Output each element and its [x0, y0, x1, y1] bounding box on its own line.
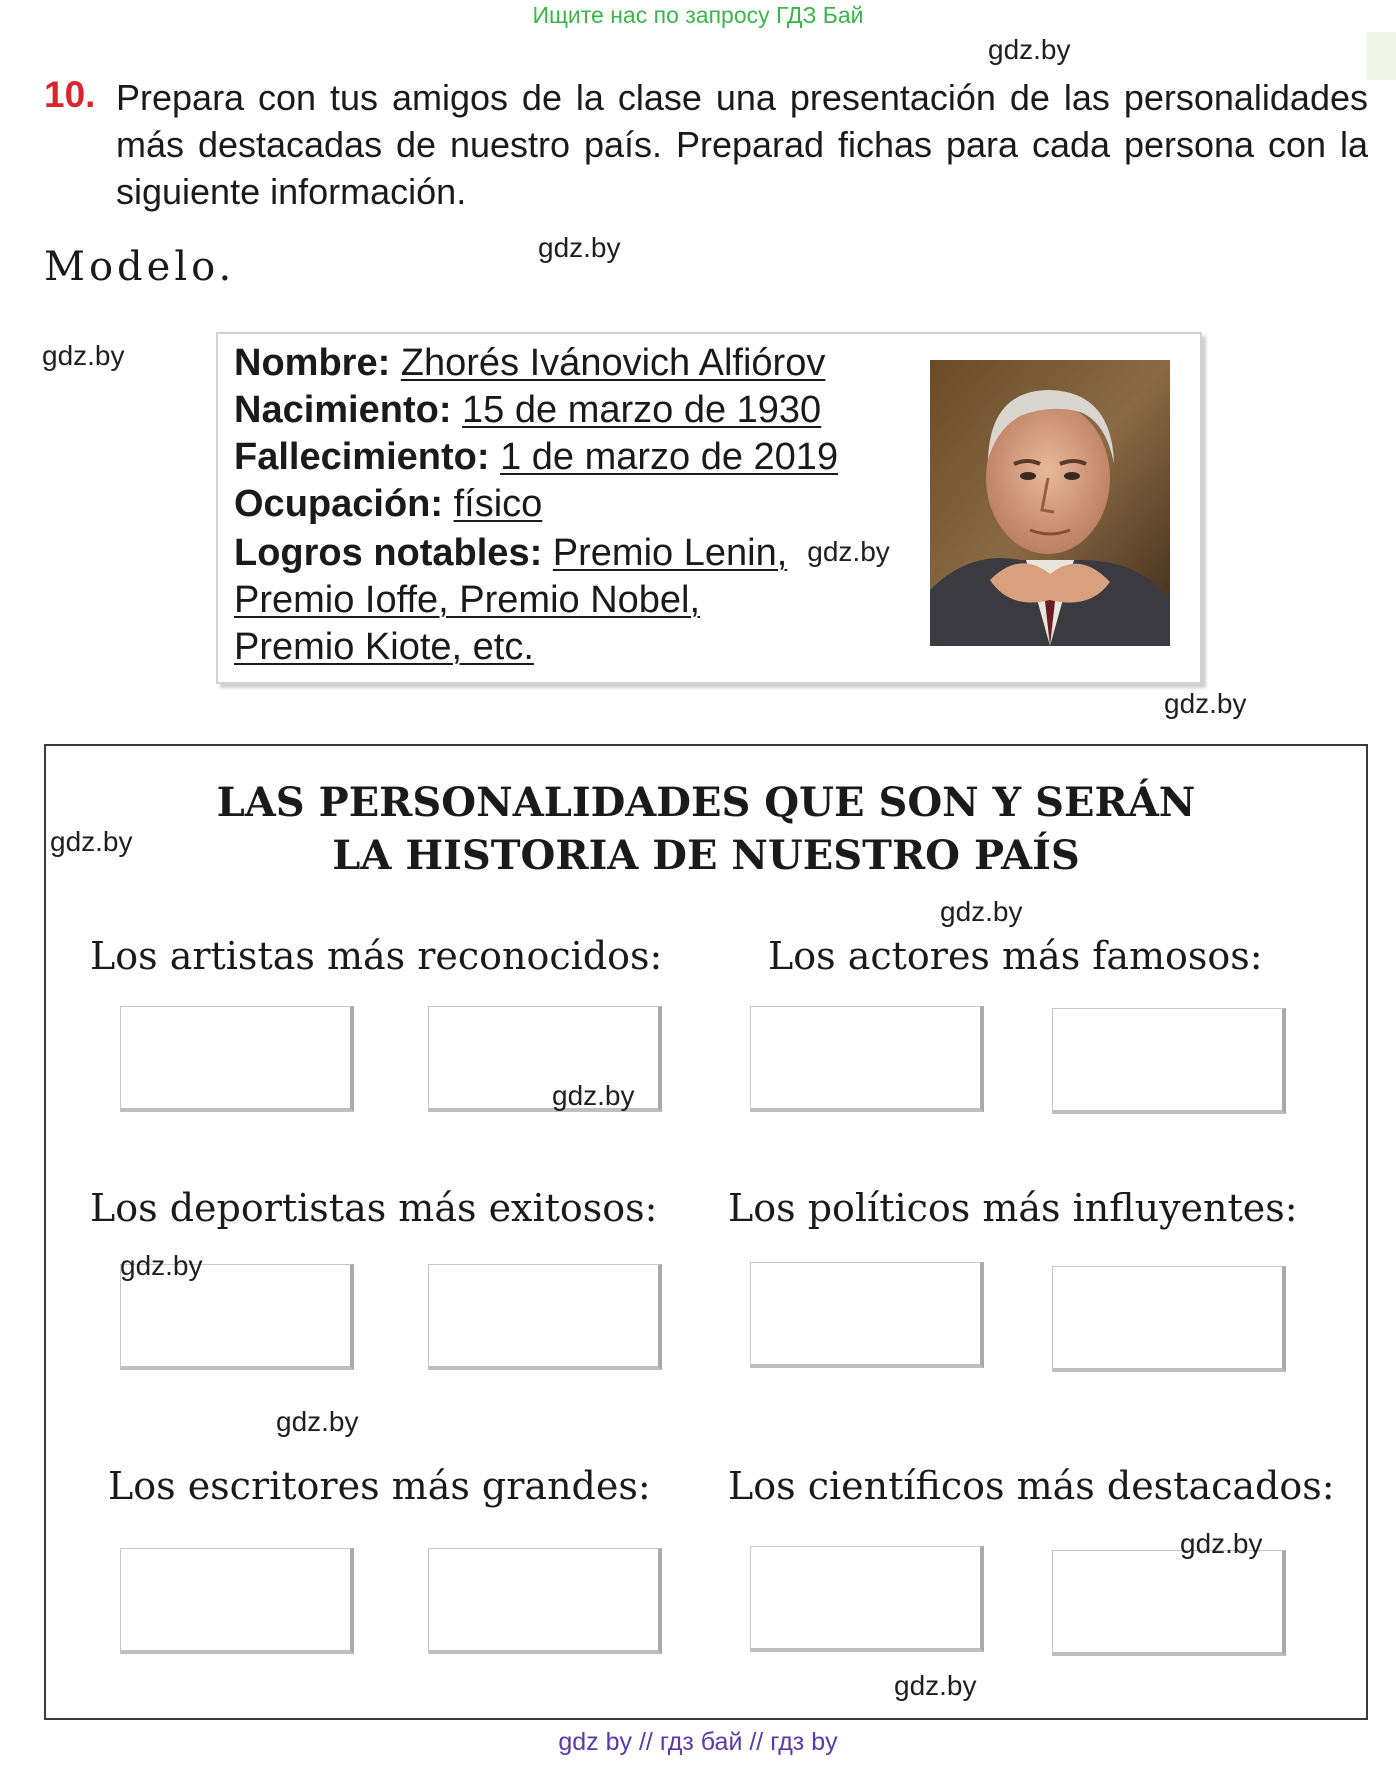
artist-slot-1[interactable] [120, 1006, 354, 1112]
field-value: Zhorés Ivánovich Alfiórov [400, 342, 826, 384]
field-label: Logros notables: [234, 532, 543, 574]
watermark: gdz.by [120, 1250, 203, 1281]
writer-slot-1[interactable] [120, 1548, 354, 1654]
category-actors: Los actores más famosos: [768, 934, 1263, 978]
field-label: Nombre: [234, 342, 391, 384]
modelo-label: Modelo. [44, 244, 236, 290]
main-title-line2: LA HISTORIA DE NUESTRO PAÍS [332, 832, 1080, 879]
actor-slot-2[interactable] [1052, 1008, 1286, 1114]
card-field-nacimiento [234, 387, 890, 434]
watermark: gdz.by [1164, 688, 1247, 719]
field-label: Nacimiento: [234, 389, 452, 431]
category-writers: Los escritores más grandes: [108, 1464, 651, 1508]
card-field-fallecimiento [234, 434, 890, 481]
field-label: Ocupación: [234, 483, 444, 525]
main-title [44, 776, 1368, 882]
top-banner[interactable]: Ищите нас по запросу ГДЗ Бай [532, 2, 864, 28]
writer-slot-2[interactable] [428, 1548, 662, 1654]
watermark: gdz.by [807, 536, 890, 567]
task-number: 10. [44, 74, 96, 115]
category-politicians: Los políticos más influyentes: [728, 1186, 1298, 1230]
watermark: gdz.by [894, 1670, 977, 1701]
watermark: gdz.by [552, 1080, 635, 1111]
field-value: Premio Ioffe, Premio Nobel, [234, 579, 701, 621]
athlete-slot-2[interactable] [428, 1264, 662, 1370]
politician-slot-1[interactable] [750, 1262, 984, 1368]
watermark: gdz.by [1180, 1528, 1263, 1559]
category-athletes: Los deportistas más exitosos: [90, 1186, 658, 1230]
watermark: gdz.by [42, 340, 125, 371]
model-card [216, 332, 1202, 684]
watermark: gdz.by [276, 1406, 359, 1437]
politician-slot-2[interactable] [1052, 1266, 1286, 1372]
watermark: gdz.by [988, 34, 1071, 65]
scientist-slot-1[interactable] [750, 1546, 984, 1652]
portrait-image [930, 360, 1170, 646]
card-field-logros-cont [234, 577, 890, 624]
card-fields [234, 340, 890, 671]
card-field-nombre [234, 340, 890, 387]
field-value: 15 de marzo de 1930 [462, 389, 822, 431]
corner-tab [1366, 32, 1396, 80]
card-field-logros [234, 528, 890, 577]
card-field-ocupacion [234, 481, 890, 528]
watermark: gdz.by [538, 232, 621, 263]
field-value: 1 de marzo de 2019 [500, 436, 839, 478]
scientist-slot-2[interactable] [1052, 1550, 1286, 1656]
main-title-line1: LAS PERSONALIDADES QUE SON Y SERÁN [216, 779, 1196, 826]
field-value: físico [453, 483, 543, 525]
watermark: gdz.by [940, 896, 1023, 927]
field-value: Premio Kiote, etc. [234, 626, 534, 668]
footer-links[interactable]: gdz by // гдз бай // гдз by [558, 1728, 838, 1756]
category-artists: Los artistas más reconocidos: [90, 934, 663, 978]
card-field-logros-cont [234, 624, 890, 671]
field-value: Premio Lenin, [552, 532, 788, 574]
field-label: Fallecimiento: [234, 436, 490, 478]
watermark: gdz.by [50, 826, 133, 857]
task-instructions: Prepara con tus amigos de la clase una presentación de las personalidades más destacadas de nuestro país. Preparad fichas para cada persona con la siguiente información. [116, 77, 1368, 212]
actor-slot-1[interactable] [750, 1006, 984, 1112]
category-scientists: Los científicos más destacados: [728, 1464, 1335, 1508]
